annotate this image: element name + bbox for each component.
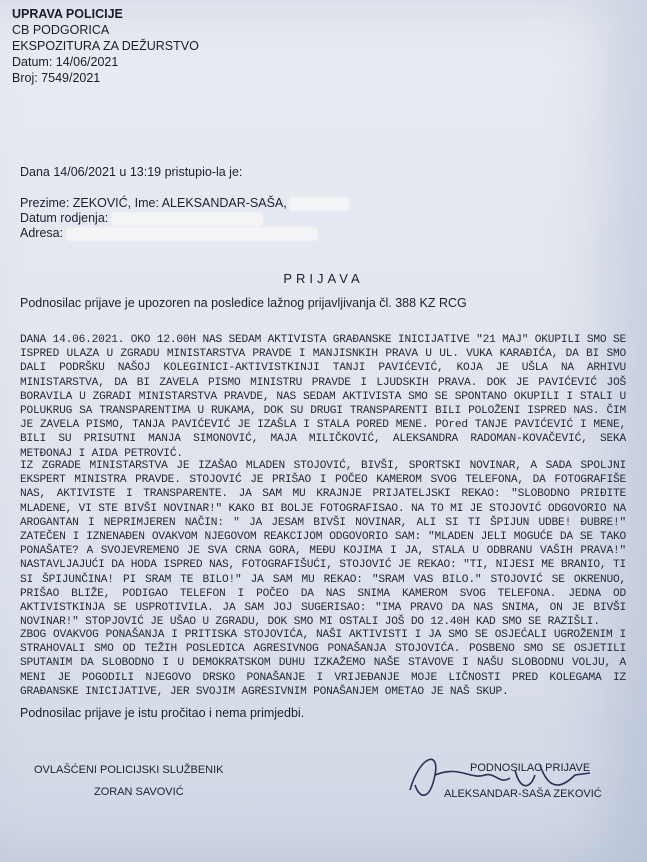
org-name: UPRAVA POLICIJE [12, 7, 123, 21]
paragraph-2: IZ ZGRADE MINISTARSTVA JE IZAŠAO MLADEN STOJOVIĆ, BIVŠI, SPORTSKI NOVINAR, A SADA SPOLJNI EKSPERT MINISTRA PRAVDE. STOJOVIĆ JE PRIŠAO I POČEO KAMEROM SVOG TELEFONA, DA FOTOGRAFIŠE NAS, AKTIVISTE I TRANSPARENTE. JA SAM MU KRAJNJE PRIJATELJSKI REKAO: "SLOBODNO PRIĐITE MLADENE, VI STE BIVŠI NOVINAR!" KAKO BI BOLJE FOTOGRAFISAO. NA TO MI JE STOJOVIĆ ODGOVORIO NA AROGANTAN I NEPRIMJEREN NAČIN: " JA JESAM BIVŠI NOVINAR, ALI SI TI ŠPIJUN UDBE! ĐUBRE!" ZATEČEN I IZNENAĐEN OVAKVOM NJEGOVOM REAKCIJOM ODGOVORIO SAM: "MLADEN JELI MOGUĆE DA SE TAKO PONAŠATE? A SVOJEVREMENO JE SVA CRNA GORA, MEĐU KOJIMA I JA, STALA U ODBRANU VAŠIH PRAVA!" NASTAVLJAJUĆI DA HODA ISPRED NAS, FOTOGRAFIŠUĆI, STOJOVIĆ JE REKAO: "TI, NIJESI ME BRANIO, TI SI ŠPIJUNČINA! PI SRAM TE BILO!" JA SAM MU REKAO: "SRAM VAS BILO." STOJOVIĆ SE OKRENUO, PRIŠAO BLIŽE, PODIGAO TELEFON I POČEO DA NAS SNIMA KAMEROM SVOG TELEFONA. JEDNA OD AKTIVISTKINJA SE USPROTIVILA. JA SAM JOJ SUGERISAO: "IMA PRAVO DA NAS SNIMA, ON JE BIVŠI NOVINAR!" STOPJOVIĆ JE UŠAO U ZGRADU, DOK SMO MI OSTALI JOŠ DO 12.40H KAD SMO SE RAZIŠLI. [20, 460, 626, 629]
applicant-name: ALEKSANDAR-SAŠA ZEKOVIĆ [444, 788, 602, 800]
doc-number: Broj: 7549/2021 [12, 71, 101, 85]
redaction [112, 213, 262, 225]
letterhead [12, 6, 199, 86]
dob-label: Datum rodjenja: [20, 211, 109, 225]
redaction [290, 198, 348, 210]
name-line [20, 196, 348, 210]
officer-name: ZORAN SAVOVIĆ [94, 786, 184, 798]
doc-date: Datum: 14/06/2021 [12, 55, 119, 69]
applicant-label: PODNOSILAC PRIJAVE [470, 762, 591, 774]
office-name: EKSPOZITURA ZA DEŽURSTVO [12, 39, 199, 53]
paragraph-3: ZBOG OVAKVOG PONAŠANJA I PRITISKA STOJOVIĆA, NAŠI AKTIVISTI I JA SMO SE OSJEĆALI UGROŽENIM I STRAHOVALI SMO OD TEŽIH POSLEDICA AGRESIVNOG PONAŠANJA STOJOVIĆA. POSBENO SMO SE OSJETILI SPUTANIM DA SLOBODNO I U DEMOKRATSKOM DUHU IZKAŽEMO NAŠE STAVOVE I NAŠU SLOBODNU VOLJU, A MENI JE POGODILI NJEGOVO DRSKO PONAŠANJE I VRIJEĐANJE MOJE LIČNOSTI PRED KOLEGAMA IZ GRAĐANSKE INICIJATIVE, JER SVOJIM AGRESIVNIM PONAŠANJEM OMETAO JE NAŠ SKUP. [20, 629, 626, 698]
document-title: PRIJAVA [283, 271, 364, 286]
address-label: Adresa: [20, 226, 64, 240]
officer-label: OVLAŠĆENI POLICIJSKI SLUŽBENIK [34, 764, 224, 776]
unit-name: CB PODGORICA [12, 23, 110, 37]
handwritten-signature [400, 745, 600, 805]
paragraph-1: DANA 14.06.2021. OKO 12.00H NAS SEDAM AKTIVISTA GRAĐANSKE INICIJATIVE "21 MAJ" OKUPILI SMO SE ISPRED ULAZA U ZGRADU MINISTARSTVA PRAVDE I MANJISNKIH PRAVA U UL. VUKA KARAĐIĆA, DA BI SMO DALI PODRŠKU NAŠOJ KOLEGINICI-AKTIVISTKINJI TANJI PAVIĆEVIĆ, KOJA JE UŠLA NA ARHIVU MINISTARSTVA, DA BI ZAVELA PISMO MINISTRU PRAVDE I LJUDSKIH PRAVA. DOK JE PAVIĆEVIĆ JOŠ BORAVILA U ZGRADI MINISTARSTVA PRAVDE, NAS SEDAM AKTIVISTA SMO SE SPONTANO OKUPILI I STALI U POLUKRUG SA TRANSPARENTIMA U RUKAMA, DOK SU DRUGI TRANSPARENTI BILI POLOŽENI ISPRED NAS. ČIM JE ZAVELA PISMO, TANJA PAVIĆEVIĆ JE IZAŠLA I STALA PORED MENE. POred TANJE PAVIĆEVIĆ I MENE, BILI SU PRISUTNI MANJA SIMONOVIĆ, MAJA MILIČKOVIĆ, ALEKSANDRA RADOMAN-KOVAČEVIĆ, SEKA METĐONAJ I AIDA PETROVIĆ. [20, 334, 626, 460]
intro-line: Dana 14/06/2021 u 13:19 pristupio-la je: [20, 165, 243, 179]
warning-line: Podnosilac prijave je upozoren na posledice lažnog prijavljivanja čl. 388 KZ RCG [20, 296, 467, 310]
person-name: Prezime: ZEKOVIĆ, Ime: ALEKSANDAR-SAŠA, [20, 196, 287, 210]
dob-line [20, 211, 262, 225]
address-line [20, 226, 317, 240]
closing-line: Podnosilac prijave je istu pročitao i nema primjedbi. [20, 706, 305, 720]
officer-signature-block [34, 764, 224, 798]
redaction [67, 228, 317, 240]
